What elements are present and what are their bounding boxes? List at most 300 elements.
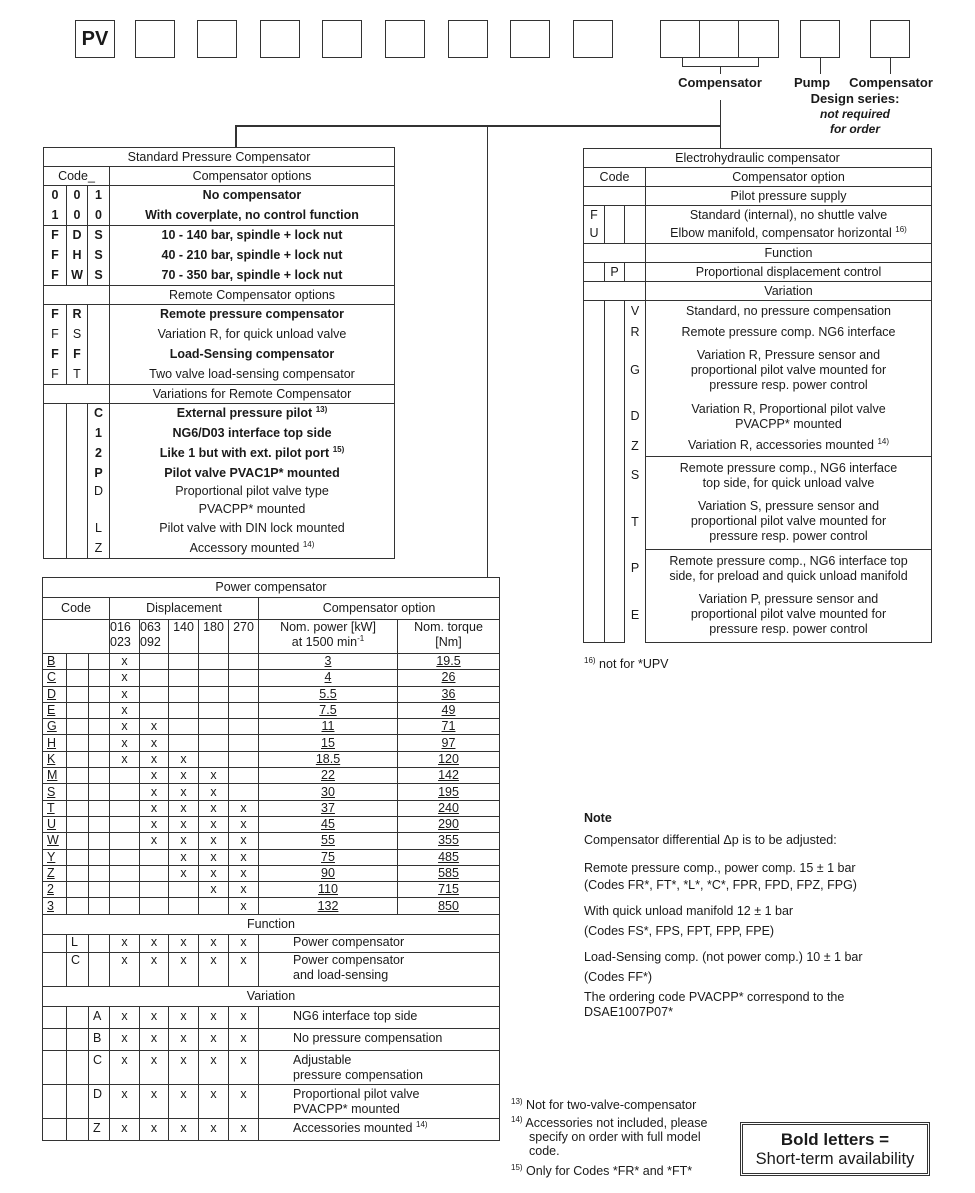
- empty-cell: [43, 1084, 67, 1118]
- nom-torque: 71: [398, 719, 500, 735]
- function-rows: [43, 934, 500, 986]
- code-cell: D: [89, 1084, 110, 1118]
- nom-power: 15: [259, 735, 398, 751]
- nom-power: 75: [259, 849, 398, 865]
- nom-torque: 195: [398, 784, 500, 800]
- function-row: [43, 934, 500, 952]
- code-cell: 1: [88, 186, 110, 206]
- displacement-mark: x: [169, 784, 199, 800]
- code-cell: E: [43, 702, 67, 718]
- option-desc: Standard (internal), no shuttle valve: [646, 206, 932, 225]
- displacement-mark: x: [199, 833, 229, 849]
- variations-title: Variations for Remote Compensator: [110, 385, 395, 404]
- displacement-mark: x: [169, 768, 199, 784]
- option-header: Compensator option: [646, 168, 932, 187]
- power-row: [43, 735, 500, 751]
- displacement-mark: x: [140, 735, 169, 751]
- displacement-mark: [110, 898, 140, 914]
- empty-cell: [67, 849, 89, 865]
- nom-power: 55: [259, 833, 398, 849]
- code-cell: S: [88, 266, 110, 286]
- note-line: With quick unload manifold 12 ± 1 bar: [584, 904, 794, 918]
- displacement-mark: x: [169, 816, 199, 832]
- option-desc: Remote pressure comp., NG6 interface top side, for preload and quick unload manifold: [646, 550, 932, 588]
- power-row: [43, 670, 500, 686]
- power-row: [43, 654, 500, 670]
- displacement-mark: x: [229, 1028, 259, 1050]
- displacement-mark: x: [110, 686, 140, 702]
- empty-cell: [43, 952, 67, 986]
- code-cell: F: [44, 365, 67, 385]
- power-row: [43, 898, 500, 914]
- empty-cell: [625, 263, 646, 282]
- code-cell: G: [625, 343, 646, 398]
- empty-cell: [67, 702, 89, 718]
- option-desc: Variation R, Pressure sensor and proportional pilot valve mounted for pressure resp. power control: [646, 343, 932, 398]
- power-row: [43, 719, 500, 735]
- displacement-mark: x: [199, 865, 229, 881]
- code-box-4: [322, 20, 362, 58]
- displacement-mark: [110, 784, 140, 800]
- electro-variation-row: [584, 343, 932, 398]
- displacement-mark: [169, 686, 199, 702]
- displacement-mark: x: [110, 735, 140, 751]
- code-cell: F: [44, 325, 67, 345]
- code-cell: R: [625, 322, 646, 343]
- displacement-mark: [169, 719, 199, 735]
- electro-variation-row: [584, 436, 932, 457]
- code-cell: P: [88, 464, 110, 483]
- displacement-mark: [199, 735, 229, 751]
- displacement-mark: x: [110, 719, 140, 735]
- pv-prefix-box: [75, 20, 115, 58]
- displacement-mark: x: [169, 952, 199, 986]
- displacement-mark: [140, 670, 169, 686]
- displacement-mark: x: [140, 751, 169, 767]
- displacement-mark: x: [199, 768, 229, 784]
- tree-trunk-line: [720, 100, 721, 148]
- tree-left-branch: [235, 125, 237, 148]
- displacement-mark: x: [229, 898, 259, 914]
- nom-torque: 485: [398, 849, 500, 865]
- displacement-140: 140: [169, 620, 199, 654]
- displacement-mark: [169, 882, 199, 898]
- electro-variation-row: [584, 457, 932, 495]
- displacement-mark: [110, 849, 140, 865]
- compensator-option-header: Compensator option: [259, 598, 500, 620]
- compensator-design-label: Compensator: [849, 75, 933, 90]
- electro-variation-row: [584, 322, 932, 343]
- empty-cell: [88, 501, 110, 519]
- option-desc: Variation R, Proportional pilot valve PVACPP* mounted: [646, 398, 932, 436]
- displacement-mark: x: [110, 670, 140, 686]
- code-box-2: [197, 20, 237, 58]
- displacement-mark: x: [229, 1006, 259, 1028]
- pump-connector-line: [820, 58, 821, 74]
- electro-variation-row: [584, 550, 932, 588]
- code-box-7: [510, 20, 550, 58]
- displacement-mark: x: [199, 1050, 229, 1084]
- displacement-mark: x: [110, 1084, 140, 1118]
- nom-power: 30: [259, 784, 398, 800]
- empty-cell: [605, 301, 625, 643]
- code-cell: C: [43, 670, 67, 686]
- note-line: (Codes FF*): [584, 970, 653, 984]
- code-box-6: [448, 20, 488, 58]
- option-desc: Pilot valve PVAC1P* mounted: [110, 464, 395, 483]
- power-row: [43, 833, 500, 849]
- displacement-mark: x: [169, 1084, 199, 1118]
- option-desc: Remote pressure compensator: [110, 305, 395, 325]
- empty-cell: [67, 1028, 89, 1050]
- electro-variation-row: [584, 495, 932, 550]
- displacement-mark: x: [110, 952, 140, 986]
- code-cell: 0: [88, 206, 110, 226]
- nom-torque: 49: [398, 702, 500, 718]
- displacement-mark: x: [199, 934, 229, 952]
- empty-cell: [67, 1084, 89, 1118]
- nom-torque: 715: [398, 882, 500, 898]
- option-desc: Accessory mounted $^{14)}$: [110, 539, 395, 559]
- electro-variation-row: [584, 398, 932, 436]
- power-row: [43, 849, 500, 865]
- power-row: [43, 865, 500, 881]
- code-cell: S: [67, 325, 88, 345]
- empty-cell: [67, 898, 89, 914]
- code-cell: G: [43, 719, 67, 735]
- empty-cell: [67, 816, 89, 832]
- displacement-mark: [140, 686, 169, 702]
- empty-cell: [89, 898, 110, 914]
- variation-rows: [43, 1006, 500, 1140]
- variation-desc: NG6 interface top side: [259, 1006, 500, 1028]
- option-desc: Remote pressure comp., NG6 interface top side, for quick unload valve: [646, 457, 932, 495]
- displacement-mark: [229, 784, 259, 800]
- code-cell: F: [44, 246, 67, 266]
- option-desc: External pressure pilot $^{13)}$: [110, 404, 395, 424]
- displacement-mark: x: [140, 1050, 169, 1084]
- code-cell: F: [44, 266, 67, 286]
- displacement-mark: x: [199, 784, 229, 800]
- standard-compensator-table: [43, 147, 395, 559]
- empty-cell: [67, 1050, 89, 1084]
- code-cell: Z: [625, 436, 646, 457]
- empty-cell: [584, 244, 646, 263]
- displacement-mark: x: [140, 784, 169, 800]
- empty-cell: [67, 833, 89, 849]
- displacement-mark: [229, 751, 259, 767]
- displacement-mark: x: [199, 1118, 229, 1140]
- code-cell: S: [625, 457, 646, 495]
- design-series-label: Design series:: [810, 91, 900, 106]
- nom-power: 4: [259, 670, 398, 686]
- nom-power: 45: [259, 816, 398, 832]
- power-row: [43, 882, 500, 898]
- option-desc: Like 1 but with ext. pilot port $^{15)}$: [110, 444, 395, 464]
- code-cell: F: [67, 345, 88, 365]
- pv-prefix: PV: [81, 27, 109, 50]
- empty-cell: [89, 816, 110, 832]
- displacement-header: Displacement: [110, 598, 259, 620]
- displacement-mark: x: [169, 1028, 199, 1050]
- displacement-mark: [169, 735, 199, 751]
- nom-torque: 36: [398, 686, 500, 702]
- electro-variation-rows: [584, 301, 932, 643]
- nom-power: 18.5: [259, 751, 398, 767]
- code-cell: S: [88, 246, 110, 266]
- empty-cell: [67, 735, 89, 751]
- code-header: Code_: [44, 167, 110, 186]
- nom-power: 110: [259, 882, 398, 898]
- code-cell: E: [625, 588, 646, 643]
- displacement-mark: x: [110, 1028, 140, 1050]
- option-desc: Variation R, for quick unload valve: [110, 325, 395, 345]
- empty-cell: [89, 702, 110, 718]
- displacement-mark: [229, 670, 259, 686]
- option-desc: Variation R, accessories mounted $^{14)}$: [646, 436, 932, 457]
- pump-label: Pump: [793, 75, 831, 90]
- nom-power: 11: [259, 719, 398, 735]
- displacement-mark: x: [169, 751, 199, 767]
- displacement-mark: x: [199, 800, 229, 816]
- empty-cell: [44, 286, 110, 305]
- displacement-mark: x: [140, 1006, 169, 1028]
- displacement-mark: x: [140, 719, 169, 735]
- empty-cell: [89, 882, 110, 898]
- displacement-mark: x: [229, 1118, 259, 1140]
- nom-power: 90: [259, 865, 398, 881]
- code-cell: R: [67, 305, 88, 325]
- displacement-mark: x: [140, 1028, 169, 1050]
- displacement-mark: x: [229, 1050, 259, 1084]
- empty-cell: [43, 934, 67, 952]
- empty-cell: [89, 670, 110, 686]
- empty-cell: [605, 206, 625, 244]
- power-row: [43, 751, 500, 767]
- empty-cell: [67, 686, 89, 702]
- displacement-mark: [229, 686, 259, 702]
- displacement-mark: x: [140, 800, 169, 816]
- power-row: [43, 800, 500, 816]
- compensator-connector-line: [890, 58, 891, 74]
- displacement-mark: [229, 768, 259, 784]
- code-cell: 0: [67, 206, 88, 226]
- power-table-title: Power compensator: [43, 578, 500, 598]
- empty-cell: [584, 301, 605, 643]
- displacement-mark: [199, 898, 229, 914]
- empty-cell: [67, 882, 89, 898]
- empty-cell: [43, 1028, 67, 1050]
- code-cell: U: [584, 225, 605, 244]
- legend-line-1: Bold letters =: [780, 1130, 890, 1149]
- code-cell: S: [88, 226, 110, 246]
- displacement-mark: x: [169, 934, 199, 952]
- displacement-mark: x: [199, 952, 229, 986]
- displacement-mark: x: [229, 882, 259, 898]
- empty-cell: [88, 305, 110, 385]
- power-row: [43, 686, 500, 702]
- displacement-mark: x: [140, 934, 169, 952]
- displacement-mark: x: [140, 816, 169, 832]
- code-cell: K: [43, 751, 67, 767]
- electro-footnote: $^{16)}$ not for *UPV: [584, 656, 669, 671]
- nom-power: 5.5: [259, 686, 398, 702]
- displacement-mark: [169, 654, 199, 670]
- displacement-mark: x: [199, 1006, 229, 1028]
- empty-cell: [44, 385, 110, 404]
- option-desc: Variation S, pressure sensor and proportional pilot valve mounted for pressure resp. power control: [646, 495, 932, 550]
- function-title: Function: [43, 914, 500, 934]
- empty-cell: [67, 1006, 89, 1028]
- displacement-mark: [199, 686, 229, 702]
- code-cell: C: [67, 952, 89, 986]
- pilot-supply-title: Pilot pressure supply: [646, 187, 932, 206]
- compensator-box-2: [699, 20, 740, 58]
- electro-variation-row: [584, 301, 932, 322]
- displacement-270: 270: [229, 620, 259, 654]
- option-desc: Pilot valve with DIN lock mounted: [110, 519, 395, 539]
- displacement-mark: x: [169, 1006, 199, 1028]
- nom-torque: 585: [398, 865, 500, 881]
- option-desc: PVACPP* mounted: [110, 501, 395, 519]
- code-cell: F: [44, 226, 67, 246]
- code-cell: 2: [88, 444, 110, 464]
- displacement-mark: [110, 865, 140, 881]
- empty-cell: [89, 719, 110, 735]
- displacement-mark: x: [140, 833, 169, 849]
- for-order-label: for order: [829, 122, 880, 136]
- code-cell: L: [67, 934, 89, 952]
- function-row: [43, 952, 500, 986]
- option-desc: Two valve load-sensing compensator: [110, 365, 395, 385]
- empty-cell: [89, 849, 110, 865]
- legend-line-2: Short-term availability: [755, 1150, 915, 1168]
- empty-cell: [89, 784, 110, 800]
- nom-torque: 19.5: [398, 654, 500, 670]
- displacement-mark: [229, 702, 259, 718]
- displacement-180: 180: [199, 620, 229, 654]
- nom-power-header: Nom. power [kW] at 1500 $\min^{-1}$: [259, 620, 398, 654]
- function-desc: Power compensator: [259, 934, 500, 952]
- option-desc: Variation P, pressure sensor and proportional pilot valve mounted for pressure resp. power control: [646, 588, 932, 643]
- code-cell: H: [43, 735, 67, 751]
- code-cell: Z: [88, 539, 110, 559]
- displacement-mark: [140, 898, 169, 914]
- option-desc: With coverplate, no control function: [110, 206, 395, 226]
- option-desc: Proportional displacement control: [646, 263, 932, 282]
- nom-power: 3: [259, 654, 398, 670]
- displacement-mark: x: [199, 849, 229, 865]
- empty-cell: [89, 833, 110, 849]
- displacement-mark: [110, 800, 140, 816]
- displacement-mark: [140, 702, 169, 718]
- options-header: Compensator options: [110, 167, 395, 186]
- displacement-mark: x: [110, 751, 140, 767]
- empty-cell: [89, 735, 110, 751]
- displacement-mark: x: [229, 816, 259, 832]
- displacement-mark: x: [140, 952, 169, 986]
- variation-desc: Adjustable pressure compensation: [259, 1050, 500, 1084]
- empty-cell: [89, 686, 110, 702]
- empty-cell: [43, 1118, 67, 1140]
- displacement-mark: x: [199, 816, 229, 832]
- nom-power: 7.5: [259, 702, 398, 718]
- empty-cell: [43, 620, 110, 654]
- empty-cell: [89, 654, 110, 670]
- option-desc: 10 - 140 bar, spindle + lock nut: [110, 226, 395, 246]
- displacement-mark: x: [229, 849, 259, 865]
- displacement-mark: x: [229, 800, 259, 816]
- displacement-mark: [140, 865, 169, 881]
- displacement-mark: x: [169, 849, 199, 865]
- displacement-mark: x: [229, 1084, 259, 1118]
- empty-cell: [67, 751, 89, 767]
- displacement-mark: [110, 816, 140, 832]
- displacement-mark: [140, 654, 169, 670]
- option-desc: NG6/D03 interface top side: [110, 424, 395, 444]
- displacement-mark: [199, 751, 229, 767]
- code-cell: L: [88, 519, 110, 539]
- option-desc: Elbow manifold, compensator horizontal $^{16)}$: [646, 225, 932, 244]
- power-rows: [43, 654, 500, 915]
- nom-torque-header: Nom. torque [Nm]: [398, 620, 500, 654]
- variation-desc: Proportional pilot valve PVACPP* mounted: [259, 1084, 500, 1118]
- empty-cell: [625, 206, 646, 244]
- code-cell: P: [605, 263, 625, 282]
- note-line: DSAE1007P07*: [584, 1005, 673, 1019]
- code-cell: A: [89, 1006, 110, 1028]
- displacement-mark: [199, 702, 229, 718]
- function-desc: Power compensator and load-sensing: [259, 952, 500, 986]
- bracket-line: [682, 58, 683, 66]
- displacement-mark: x: [110, 1118, 140, 1140]
- code-header: Code: [584, 168, 646, 187]
- empty-cell: [67, 784, 89, 800]
- empty-cell: [67, 768, 89, 784]
- displacement-mark: x: [229, 865, 259, 881]
- empty-cell: [67, 865, 89, 881]
- note-line: The ordering code PVACPP* correspond to the: [584, 990, 845, 1004]
- displacement-mark: x: [229, 952, 259, 986]
- code-cell: Z: [43, 865, 67, 881]
- code-cell: D: [67, 226, 88, 246]
- code-cell: V: [625, 301, 646, 322]
- not-required-label: not required: [819, 107, 890, 121]
- empty-cell: [67, 670, 89, 686]
- displacement-mark: [140, 882, 169, 898]
- code-cell: D: [625, 398, 646, 436]
- empty-cell: [67, 1118, 89, 1140]
- displacement-mark: x: [110, 934, 140, 952]
- displacement-mark: [199, 654, 229, 670]
- empty-cell: [89, 768, 110, 784]
- code-cell: B: [89, 1028, 110, 1050]
- nom-torque: 290: [398, 816, 500, 832]
- displacement-mark: x: [140, 1118, 169, 1140]
- nom-torque: 120: [398, 751, 500, 767]
- power-row: [43, 702, 500, 718]
- code-cell: Y: [43, 849, 67, 865]
- displacement-mark: x: [169, 800, 199, 816]
- empty-cell: [89, 865, 110, 881]
- code-cell: D: [43, 686, 67, 702]
- empty-cell: [67, 654, 89, 670]
- code-cell: P: [625, 550, 646, 588]
- variation-title: Variation: [43, 986, 500, 1006]
- note-line: (Codes FR*, FT*, *L*, *C*, FPR, FPD, FPZ, FPG): [584, 878, 857, 892]
- note-line: (Codes FS*, FPS, FPT, FPP, FPE): [584, 924, 775, 938]
- bold-letters-legend: [740, 1122, 930, 1176]
